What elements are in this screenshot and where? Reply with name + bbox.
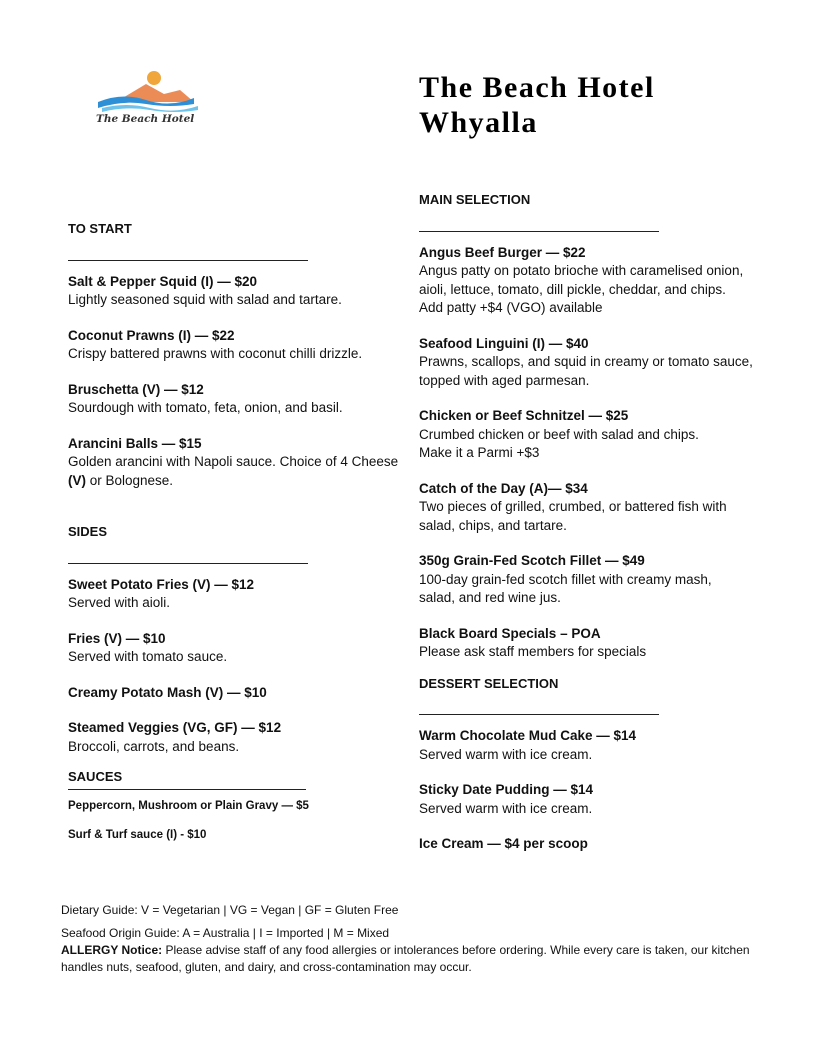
footer-notes	[61, 902, 761, 976]
divider	[68, 789, 306, 790]
item-name: Ice Cream — $4 per scoop	[419, 836, 588, 851]
allergy-label: ALLERGY Notice:	[61, 943, 163, 957]
item-description: Crispy battered prawns with coconut chilli drizzle.	[68, 346, 363, 361]
item-name: Chicken or Beef Schnitzel — $25	[419, 408, 629, 423]
section-title-dessert: DESSERT SELECTION	[419, 675, 559, 691]
divider	[68, 260, 308, 261]
menu-item	[68, 381, 408, 418]
item-name: Bruschetta (V) — $12	[68, 381, 204, 397]
section-title-start: TO START	[68, 221, 132, 236]
section-title-sauces: SAUCES	[68, 769, 123, 784]
menu-item	[68, 576, 408, 613]
title-line-2: Whyalla	[419, 106, 538, 139]
item-name: Arancini Balls — $15	[68, 435, 202, 451]
menu-item	[419, 625, 779, 662]
item-name: Angus Beef Burger — $22	[419, 244, 586, 260]
menu-item	[68, 684, 408, 703]
menu-item	[68, 273, 408, 310]
item-name: Catch of the Day (A)— $34	[419, 480, 588, 496]
item-name: Black Board Specials – POA	[419, 625, 601, 641]
item-name: Coconut Prawns (I) — $22	[68, 327, 235, 343]
item-description	[68, 453, 408, 490]
item-name: Fries (V) — $10	[68, 630, 166, 646]
page-title	[419, 70, 655, 140]
item-description: Served with tomato sauce.	[68, 649, 228, 664]
item-description: Please ask staff members for specials	[419, 644, 647, 659]
divider	[419, 714, 659, 715]
divider	[68, 563, 308, 564]
item-name: 350g Grain-Fed Scotch Fillet — $49	[419, 553, 645, 568]
sauce-item: Surf & Turf sauce (I) - $10	[68, 828, 207, 841]
divider	[419, 231, 659, 232]
item-name: Creamy Potato Mash (V) — $10	[68, 684, 267, 700]
desc-bold: (V)	[68, 472, 86, 488]
menu-item	[419, 727, 779, 764]
sun-icon	[147, 71, 161, 85]
menu-item	[68, 327, 408, 364]
menu-item	[419, 835, 779, 854]
menu-item	[419, 552, 779, 608]
menu-item	[419, 244, 779, 318]
menu-item	[419, 407, 779, 463]
item-description: Crumbed chicken or beef with salad and chips. Make it a Parmi +$3	[419, 426, 699, 460]
menu-item	[419, 480, 779, 536]
item-description: Served warm with ice cream.	[419, 800, 593, 816]
menu-item	[68, 719, 408, 756]
seafood-guide: Seafood Origin Guide: A = Australia | I = Imported | M = Mixed	[61, 926, 390, 940]
item-description: 100-day grain-fed scotch fillet with creamy mash, salad, and red wine jus.	[419, 571, 712, 605]
item-description: Served warm with ice cream.	[419, 746, 593, 762]
item-name: Sticky Date Pudding — $14	[419, 782, 594, 797]
item-description: Sourdough with tomato, feta, onion, and basil.	[68, 400, 343, 415]
desc-text: Golden arancini with Napoli sauce. Choice of 4 Cheese	[68, 454, 399, 469]
item-description: Lightly seasoned squid with salad and tartare.	[68, 292, 342, 307]
left-column	[68, 220, 408, 856]
sauce-item: Peppercorn, Mushroom or Plain Gravy — $5	[68, 799, 309, 812]
item-name: Salt & Pepper Squid (I) — $20	[68, 273, 258, 289]
logo-text: The Beach Hotel	[96, 113, 195, 125]
allergy-text: Please advise staff of any food allergies or intolerances before ordering. While every care is taken, our kitchen handles nuts, seafood, gluten, and dairy, and cross-contamination may occur.	[61, 943, 750, 974]
section-title-mains: MAIN SELECTION	[419, 192, 531, 207]
dietary-guide: Dietary Guide: V = Vegetarian | VG = Vegan | GF = Gluten Free	[61, 903, 399, 917]
item-description: Broccoli, carrots, and beans.	[68, 738, 240, 754]
menu-item	[419, 335, 779, 391]
title-line-1: The Beach Hotel	[419, 71, 655, 104]
item-name: Sweet Potato Fries (V) — $12	[68, 576, 255, 592]
allergy-notice	[61, 942, 761, 976]
item-name: Warm Chocolate Mud Cake — $14	[419, 728, 637, 743]
section-title-sides: SIDES	[68, 524, 108, 539]
menu-item	[68, 630, 408, 667]
item-description: Angus patty on potato brioche with caramelised onion, aioli, lettuce, tomato, dill pickle, cheddar, and chips. Add patty +$4 (VGO) available	[419, 263, 744, 315]
item-description: Served with aioli.	[68, 595, 171, 610]
right-column	[419, 191, 779, 871]
menu-item	[68, 435, 408, 491]
desc-text: or Bolognese.	[86, 472, 174, 488]
item-description: Two pieces of grilled, crumbed, or battered fish with salad, chips, and tartare.	[419, 499, 727, 533]
item-name: Steamed Veggies (VG, GF) — $12	[68, 720, 282, 735]
menu-item	[419, 781, 779, 818]
item-name: Seafood Linguini (I) — $40	[419, 335, 589, 351]
item-description: Prawns, scallops, and squid in creamy or tomato sauce, topped with aged parmesan.	[419, 354, 753, 388]
